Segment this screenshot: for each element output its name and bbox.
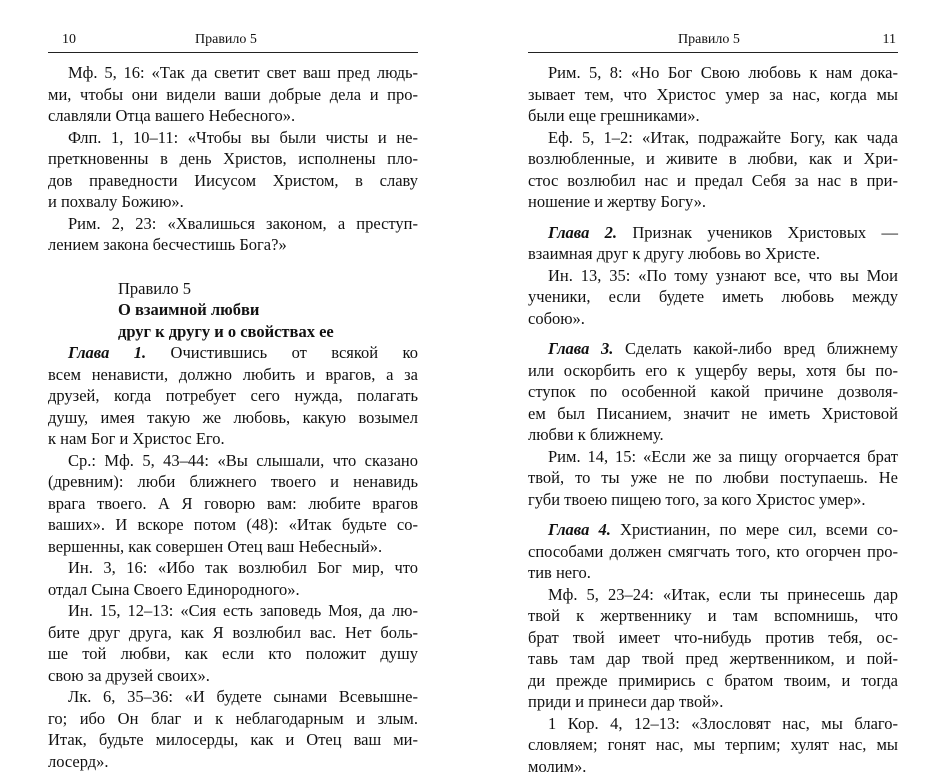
text-line: отдал Сына Своего Единородного». (48, 579, 418, 601)
chapter-rest (528, 243, 898, 265)
text-line: приди и принеси дар твой». (528, 691, 898, 713)
paragraph (528, 584, 898, 713)
chapter-paragraph (528, 338, 898, 446)
text-line: возлюбленные, и живите в любви, как и Хри- (528, 148, 898, 170)
text-line: Мф. 5, 23–24: «Итак, если ты принесешь дар (528, 584, 898, 606)
text-line: Флп. 1, 10–11: «Чтобы вы были чисты и не- (48, 127, 418, 149)
chapter-rest (528, 541, 898, 584)
text-line: твой, то ты уже не по любви поступаешь. Не (528, 467, 898, 489)
right-page-content (528, 62, 898, 777)
text-line: ем был Писанием, значит не иметь Христовой (528, 403, 898, 425)
chapter-text: Сделать какой-либо вред ближнему (613, 339, 898, 358)
rule-title: Правило 5 (48, 278, 418, 300)
text-line: к нам Бог и Христос Его. (48, 428, 418, 450)
text-line: Лк. 6, 35–36: «И будете сынами Всевышне- (48, 686, 418, 708)
chapter-rest (528, 360, 898, 446)
text-line: словляем; гонят нас, мы терпим; хулят нас, мы (528, 734, 898, 756)
text-line: лением закона бесчестишь Бога?» (48, 234, 418, 256)
text-line: Рим. 14, 15: «Если же за пищу огорчается брат (528, 446, 898, 468)
text-line: стос возлюбил нас и предал Себя за нас в при- (528, 170, 898, 192)
text-line: или оскорбить его к ущербу веры, хотя бы по- (528, 360, 898, 382)
paragraph (48, 557, 418, 600)
paragraph (48, 127, 418, 213)
text-line: вершенны, как совершен Отец ваш Небесный». (48, 536, 418, 558)
chapter-text: Очистившись от всякой ко (146, 343, 418, 362)
text-line: зывает тем, что Христос умер за нас, когда мы (528, 84, 898, 106)
paragraph (48, 213, 418, 256)
text-line: душу, имея такую же любовь, какую возымел (48, 407, 418, 429)
text-line: молим». (528, 756, 898, 777)
text-line: Ин. 13, 35: «По тому узнают все, что вы Мои (528, 265, 898, 287)
running-head: Правило 5 (195, 30, 257, 50)
text-line: были еще грешниками». (528, 105, 898, 127)
text-line: ступок по особенной какой причине дозволя- (528, 381, 898, 403)
text-line: тавь там дар твой пред жертвенником, и пой- (528, 648, 898, 670)
chapter-text: Признак учеников Христовых — (617, 223, 898, 242)
text-line: и похвалу Божию». (48, 191, 418, 213)
rule-heading-line-2: друг к другу и о свойствах ее (48, 321, 418, 343)
text-line: ше той любви, как если кто положит душу (48, 643, 418, 665)
text-line: способами должен смягчать того, кто огорчен про- (528, 541, 898, 563)
text-line: Еф. 5, 1–2: «Итак, подражайте Богу, как чада (528, 127, 898, 149)
text-line: свою за друзей своих». (48, 665, 418, 687)
chapter-paragraph (528, 222, 898, 265)
text-line: го; ибо Он благ и к неблагодарным и злым. (48, 708, 418, 730)
text-line: Ин. 15, 12–13: «Сия есть заповедь Моя, да лю- (48, 600, 418, 622)
page-number: 11 (883, 30, 896, 50)
page-number: 10 (62, 30, 76, 50)
chapter-rest (48, 364, 418, 450)
header-rule (528, 52, 898, 53)
rule-heading-line-1: О взаимной любви (48, 299, 418, 321)
text-line: Рим. 5, 8: «Но Бог Свою любовь к нам дока- (528, 62, 898, 84)
header-rule (48, 52, 418, 53)
chapter-label: Глава 4. (548, 520, 611, 539)
text-line: губи твоею пищею того, за кого Христос умер». (528, 489, 898, 511)
right-page-header (528, 30, 898, 50)
paragraph (48, 686, 418, 772)
text-line: ученики, если будете иметь любовь между (528, 286, 898, 308)
paragraph (528, 127, 898, 213)
chapter-label: Глава 3. (548, 339, 613, 358)
paragraph (528, 62, 898, 127)
text-line: врага твоего. А Я говорю вам: любите врагов (48, 493, 418, 515)
left-page (48, 0, 418, 750)
paragraph (48, 450, 418, 558)
text-line: ношение и жертву Богу». (528, 191, 898, 213)
paragraph (48, 62, 418, 127)
paragraph (48, 600, 418, 686)
text-line: лосерд». (48, 751, 418, 773)
text-line: всем ненависти, должно любить и врагов, а за (48, 364, 418, 386)
text-line: Мф. 5, 16: «Так да светит свет ваш пред людь- (48, 62, 418, 84)
text-line: твой к жертвеннику и там вспомнишь, что (528, 605, 898, 627)
paragraph (528, 713, 898, 777)
text-line: Ин. 3, 16: «Ибо так возлюбил Бог мир, что (48, 557, 418, 579)
text-line: ди прежде примирись с братом твоим, и тогда (528, 670, 898, 692)
chapter-label: Глава 2. (548, 223, 617, 242)
text-line: брат твой имеет что-нибудь против тебя, ос- (528, 627, 898, 649)
right-page (528, 0, 898, 750)
text-line: Итак, будьте милосерды, как и Отец ваш ми- (48, 729, 418, 751)
text-line: взаимная друг к другу любовь во Христе. (528, 243, 898, 265)
chapter-text: Христианин, по мере сил, всеми со- (611, 520, 898, 539)
text-line: ваших». И вскоре потом (48): «Итак будьте со- (48, 514, 418, 536)
left-page-content (48, 62, 418, 772)
text-line: друзей, когда потребует сего нужда, полагать (48, 385, 418, 407)
text-line: любви к ближнему. (528, 424, 898, 446)
paragraph (528, 265, 898, 330)
text-line: 1 Кор. 4, 12–13: «Злословят нас, мы благо- (528, 713, 898, 735)
paragraph (528, 446, 898, 511)
text-line: Рим. 2, 23: «Хвалишься законом, а преступ- (48, 213, 418, 235)
text-line: бите друг друга, как Я возлюбил вас. Нет боль- (48, 622, 418, 644)
text-line: дов праведности Иисусом Христом, в славу (48, 170, 418, 192)
text-line: Ср.: Мф. 5, 43–44: «Вы слышали, что сказано (48, 450, 418, 472)
text-line: ми, чтобы они видели ваши добрые дела и про- (48, 84, 418, 106)
text-line: (древним): люби ближнего твоего и ненавидь (48, 471, 418, 493)
left-page-header (48, 30, 418, 50)
text-line: преткновенны в день Христов, исполнены пло- (48, 148, 418, 170)
text-line: тив него. (528, 562, 898, 584)
text-line: собою». (528, 308, 898, 330)
chapter-label: Глава 1. (68, 343, 146, 362)
running-head: Правило 5 (678, 30, 740, 50)
chapter-paragraph (48, 342, 418, 450)
chapter-paragraph (528, 519, 898, 584)
text-line: славляли Отца вашего Небесного». (48, 105, 418, 127)
